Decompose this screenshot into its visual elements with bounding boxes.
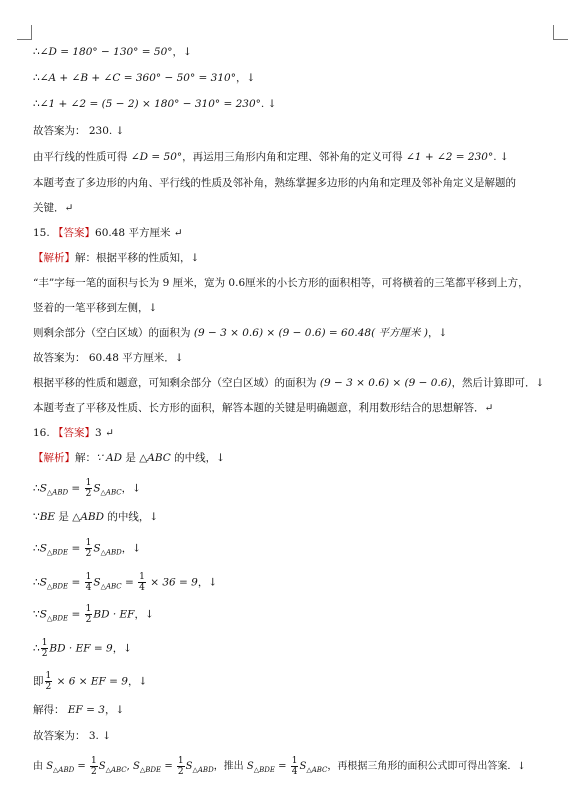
- fraction: $\frac{1}{2}$: [85, 604, 92, 625]
- analysis-line: “丰”字每一笔的面积与长为 9 厘米，宽为 0.6厘米的小长方形的面积相等，可将横着的三笔都平移到上方，: [33, 277, 529, 289]
- explanation-line: 根据平移的性质和题意，可知剩余部分（空白区域）的面积为 (9 − 3 × 0.6) × (9 − 0.6)，然后计算即可．↓: [33, 377, 545, 389]
- fraction: $\frac{1}{4}$: [85, 572, 92, 593]
- solution-line: ∴∠A + ∠B + ∠C = 360° − 50° = 310°，↓: [33, 72, 256, 84]
- solution-line: ∴∠1 + ∠2 = (5 − 2) × 180° − 310° = 230°. ↓: [33, 98, 277, 110]
- answer-line: 故答案为： 60.48 平方厘米．↓: [33, 352, 184, 364]
- fraction: $\frac{1}{4}$: [139, 572, 145, 593]
- math-step: $\because S_{\triangle BDE}$ = $\frac{1}{2}$ BD · EF，↓: [33, 604, 154, 625]
- analysis-tag: 【解析】: [33, 452, 75, 464]
- fraction: $\frac{1}{2}$: [91, 756, 97, 777]
- explanation-line: 本题考查了平移及性质、长方形的面积，解答本题的关键是明确题意，利用数形结合的思想解答．↵: [33, 402, 494, 414]
- analysis-line: 【解析】解：根据平移的性质知，↓: [33, 252, 200, 264]
- math-step: $\therefore S_{\triangle BDE}$ = $\frac{1}{2}$ $S_{\triangle ABD}$，↓: [33, 538, 142, 559]
- fraction: $\frac{1}{2}$: [85, 478, 92, 499]
- page-corner-mark-left: [17, 25, 32, 40]
- answer-line: 故答案为： 3. ↓: [33, 730, 111, 742]
- answer-line: 故答案为： 230. ↓: [33, 125, 125, 137]
- math-step: $\therefore S_{\triangle ABD}$ = $\frac{1}{2}$ $S_{\triangle ABC}$，↓: [33, 478, 141, 499]
- fraction: $\frac{1}{2}$: [85, 538, 92, 559]
- solution-line: ∴∠D = 180° − 130° = 50°，↓: [33, 46, 192, 58]
- explanation-line: 关键．↵: [33, 202, 74, 214]
- question-15-answer: 15. 【答案】60.48 平方厘米 ↵: [33, 227, 183, 239]
- fraction: $\frac{1}{4}$: [291, 756, 298, 777]
- question-16-answer: 16. 【答案】3 ↵: [33, 427, 114, 439]
- answer-tag: 【答案】: [53, 227, 96, 239]
- explanation-line: 本题考查了多边形的内角、平行线的性质及邻补角，熟练掌握多边形的内角和定理及邻补角定义是解题的: [33, 177, 516, 189]
- math-step: ∴ $\frac{1}{2}$ BD · EF = 9，↓: [33, 638, 132, 659]
- fraction: $\frac{1}{2}$: [41, 638, 48, 659]
- analysis-line: 【解析】解：∵ AD 是 △ABC 的中线，↓: [33, 452, 225, 464]
- explanation-line: 由平行线的性质可得 ∠D = 50°，再运用三角形内角和定理、邻补角的定义可得 ∠1 + ∠2 = 230°. ↓: [33, 151, 509, 163]
- math-step: ∵BE 是 △ABD 的中线，↓: [33, 511, 159, 523]
- math-step: $\therefore S_{\triangle BDE}$ = $\frac{1}{4}$ $S_{\triangle ABC}$ = $\frac{1}{4}$ × 36 = 9，↓: [33, 572, 218, 593]
- page-corner-mark-right: [553, 25, 568, 40]
- math-step: 即 $\frac{1}{2}$ × 6 × EF = 9，↓: [33, 671, 148, 692]
- conclusion-line: 由 $S_{\triangle ABD}$ = $\frac{1}{2}$ $S_{\triangle ABC}$, $S_{\triangle BDE}$ = $\frac{1}{2}$ $S_{\triangle ABD}$，推出 $S_{\triangle BDE}$ = $\frac{1}{4}$ $S_{\triangle ABC}$，再根据三角形的面积公式即可得出答案．↓: [33, 756, 526, 777]
- analysis-tag: 【解析】: [33, 252, 75, 264]
- fraction: $\frac{1}{2}$: [45, 671, 52, 692]
- analysis-line: 竖着的一笔平移到左侧，↓: [33, 302, 158, 314]
- math-step: 解得： EF = 3，↓: [33, 704, 125, 716]
- analysis-line: 则剩余部分（空白区域）的面积为 (9 − 3 × 0.6) × (9 − 0.6) = 60.48( 平方厘米 )，↓: [33, 327, 448, 339]
- fraction: $\frac{1}{2}$: [177, 756, 184, 777]
- answer-tag: 【答案】: [53, 427, 96, 439]
